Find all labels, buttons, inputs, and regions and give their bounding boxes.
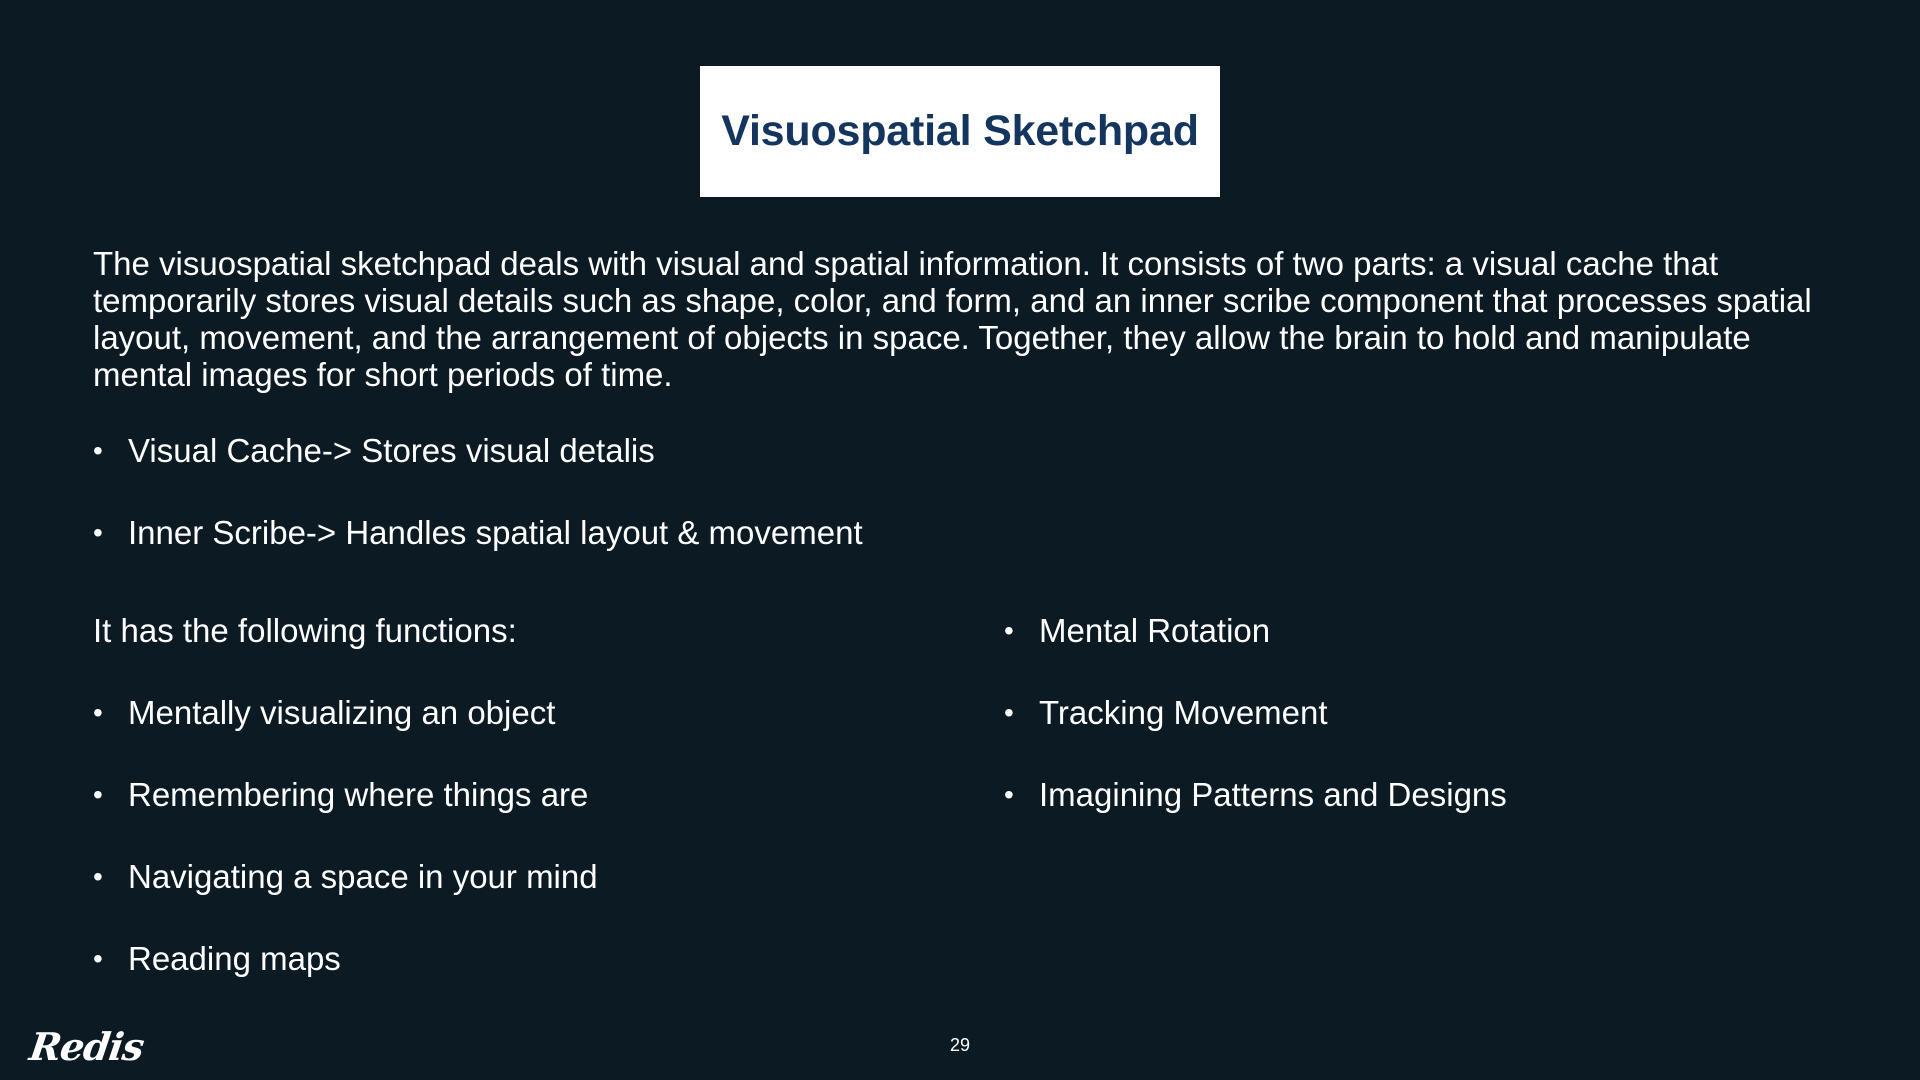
list-item-text: Tracking Movement — [1039, 694, 1328, 731]
title-box — [700, 66, 1220, 197]
list-item — [1004, 611, 1507, 651]
list-item — [93, 939, 598, 979]
list-item — [93, 513, 863, 553]
bullet-icon: • — [93, 697, 103, 728]
intro-paragraph: The visuospatial sketchpad deals with visual and spatial information. It consists of two parts: a visual cache that temporarily stores visual details such as shape, color, and form, and an inner scribe component that processes spatial layout, movement, and the arrangement of objects in space. Together, they allow the brain to hold and manipulate mental images for short periods of time. — [93, 245, 1812, 393]
list-item — [93, 693, 598, 733]
page-number: 29 — [949, 1035, 971, 1055]
list-item-text: Visual Cache-> Stores visual detalis — [128, 432, 655, 469]
bullet-icon: • — [1004, 615, 1014, 646]
bullet-icon: • — [1004, 697, 1014, 728]
bullet-icon: • — [93, 517, 103, 548]
bullet-icon: • — [93, 943, 103, 974]
bullet-icon: • — [1004, 779, 1014, 810]
list-item-text: Mental Rotation — [1039, 612, 1271, 649]
list-item-text: Remembering where things are — [128, 776, 589, 813]
list-item-text: Inner Scribe-> Handles spatial layout & movement — [128, 514, 863, 551]
list-item — [93, 857, 598, 897]
list-item — [1004, 693, 1507, 733]
list-item — [1004, 775, 1507, 815]
list-item-text: Navigating a space in your mind — [128, 858, 598, 895]
functions-label: It has the following functions: — [93, 612, 517, 649]
slide-title: Visuospatial Sketchpad — [721, 107, 1199, 155]
list-item-text: Reading maps — [128, 940, 341, 977]
list-item-text: Imagining Patterns and Designs — [1039, 776, 1507, 813]
parts-list — [93, 431, 863, 595]
functions-list-right — [1004, 611, 1507, 857]
bullet-icon: • — [93, 779, 103, 810]
list-item — [93, 775, 598, 815]
bullet-icon: • — [93, 861, 103, 892]
list-item-text: Mentally visualizing an object — [128, 694, 556, 731]
functions-list-left — [93, 693, 598, 1021]
redis-logo: Redis — [26, 1024, 147, 1069]
list-item — [93, 431, 863, 471]
bullet-icon: • — [93, 435, 103, 466]
